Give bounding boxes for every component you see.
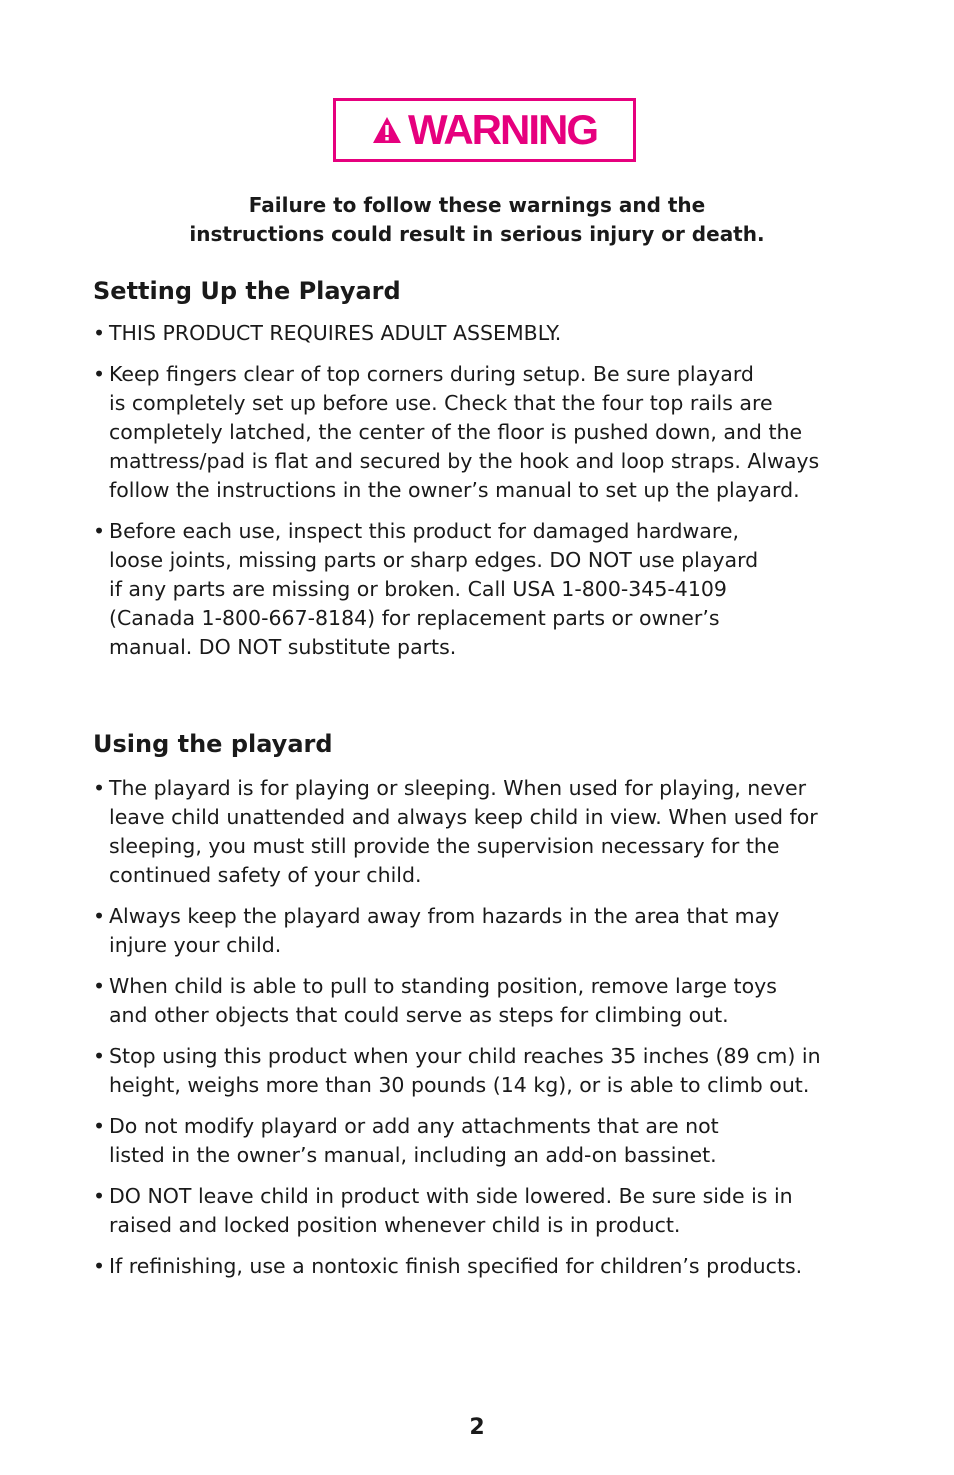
bullet-line: follow the instructions in the owner’s manual to set up the playard. [109, 478, 800, 502]
bullet-line: • DO NOT leave child in product with side lowered. Be sure side is in [109, 1184, 793, 1208]
page-number: 2 [469, 1415, 485, 1440]
bullet-line: • The playard is for playing or sleeping. When used for playing, never [109, 776, 807, 800]
bullet-item [93, 774, 883, 890]
bullet-item [93, 1182, 883, 1240]
bullet-line: loose joints, missing parts or sharp edges. DO NOT use playard [109, 548, 759, 572]
section-setting-up [93, 276, 883, 662]
bullet-line: • THIS PRODUCT REQUIRES ADULT ASSEMBLY. [109, 321, 562, 345]
bullet-line: • Always keep the playard away from hazards in the area that may [109, 904, 780, 928]
bullet-item [93, 1042, 883, 1100]
intro-line: Failure to follow these warnings and the [248, 193, 706, 217]
bullet-line: • Keep fingers clear of top corners during setup. Be sure playard [109, 362, 754, 386]
bullet-line: raised and locked position whenever child is in product. [109, 1213, 681, 1237]
intro-line: instructions could result in serious injury or death. [189, 222, 765, 246]
bullet-line: leave child unattended and always keep child in view. When used for [109, 805, 818, 829]
bullet-list [93, 319, 883, 662]
bullet-line: (Canada 1-800-667-8184) for replacement parts or owner’s [109, 606, 720, 630]
section-title: Using the playard [93, 730, 333, 758]
bullet-line: completely latched, the center of the floor is pushed down, and the [109, 420, 803, 444]
bullet-item [93, 902, 883, 960]
bullet-line: • If refinishing, use a nontoxic finish specified for children’s products. [109, 1254, 803, 1278]
bullet-item [93, 1112, 883, 1170]
bullet-line: • Before each use, inspect this product for damaged hardware, [109, 519, 739, 543]
bullet-line: • Stop using this product when your child reaches 35 inches (89 cm) in [109, 1044, 821, 1068]
bullet-line: manual. DO NOT substitute parts. [109, 635, 457, 659]
warning-label: WARNING [408, 106, 597, 153]
warning-header [333, 98, 636, 162]
warning-triangle-icon [372, 116, 402, 144]
bullet-list [93, 774, 883, 1281]
bullet-line: • When child is able to pull to standing position, remove large toys [109, 974, 777, 998]
bullet-line: sleeping, you must still provide the supervision necessary for the [109, 834, 780, 858]
bullet-item [93, 319, 883, 348]
bullet-item [93, 972, 883, 1030]
bullet-line: if any parts are missing or broken. Call USA 1-800-345-4109 [109, 577, 727, 601]
warning-intro [80, 191, 874, 249]
section-using [93, 729, 883, 1281]
bullet-item [93, 1252, 883, 1281]
section-title: Setting Up the Playard [93, 277, 401, 305]
bullet-line: mattress/pad is flat and secured by the hook and loop straps. Always [109, 449, 820, 473]
bullet-line: injure your child. [109, 933, 282, 957]
bullet-item [93, 517, 883, 662]
bullet-line: continued safety of your child. [109, 863, 422, 887]
bullet-line: listed in the owner’s manual, including an add-on bassinet. [109, 1143, 717, 1167]
bullet-line: and other objects that could serve as steps for climbing out. [109, 1003, 729, 1027]
bullet-item [93, 360, 883, 505]
bullet-line: • Do not modify playard or add any attachments that are not [109, 1114, 719, 1138]
bullet-line: is completely set up before use. Check that the four top rails are [109, 391, 773, 415]
bullet-line: height, weighs more than 30 pounds (14 kg), or is able to climb out. [109, 1073, 810, 1097]
